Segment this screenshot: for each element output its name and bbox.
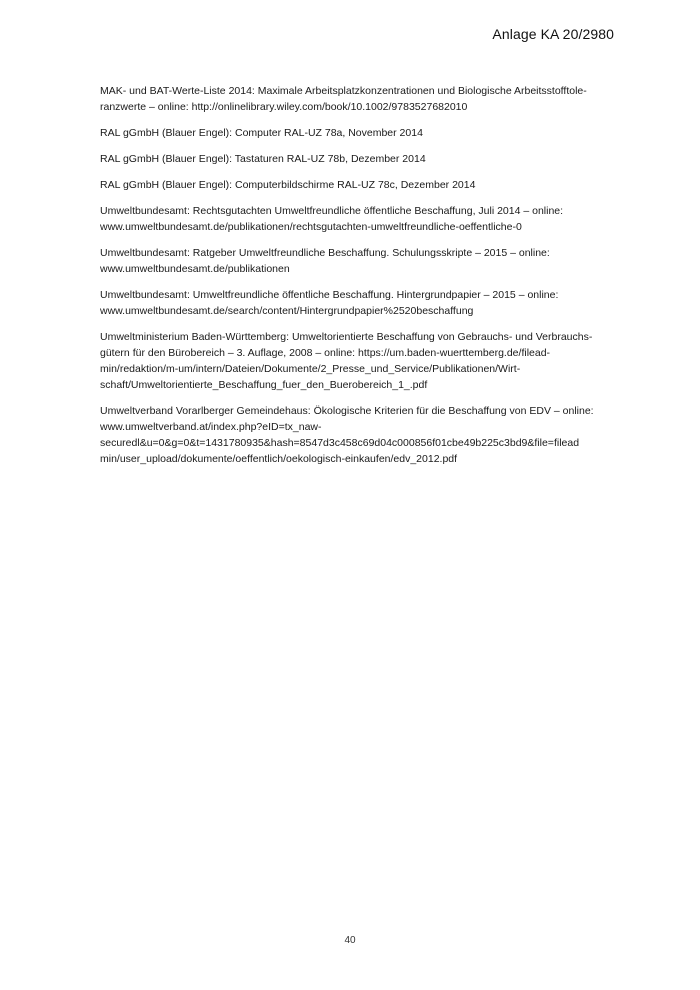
reference-line: Umweltministerium Baden-Württemberg: Umweltorientierte Beschaffung von Gebrauchs- und Verbrauchs- [100,331,593,343]
reference-line: schaft/Umweltorientierte_Beschaffung_fuer_den_Buerobereich_1_.pdf [100,379,428,391]
reference-line: MAK- und BAT-Werte-Liste 2014: Maximale Arbeitsplatzkonzentrationen und Biologische Arbeitsstofftole- [100,85,587,97]
reference-line: gütern für den Bürobereich – 3. Auflage, 2008 – online: https://um.baden-wuerttemberg.de/filead- [100,347,551,359]
reference-entry [100,245,620,277]
reference-line: Umweltverband Vorarlberger Gemeindehaus: Ökologische Kriterien für die Beschaffung von EDV – online: [100,405,594,417]
reference-line: min/user_upload/dokumente/oeffentlich/oekologisch-einkaufen/edv_2012.pdf [100,453,458,465]
reference-line: RAL gGmbH (Blauer Engel): Tastaturen RAL-UZ 78b, Dezember 2014 [100,153,426,165]
reference-entry [100,151,620,167]
reference-entry [100,177,620,193]
reference-line: www.umweltbundesamt.de/publikationen [100,263,290,275]
reference-entry [100,125,620,141]
reference-line: ranzwerte – online: http://onlinelibrary.wiley.com/book/10.1002/9783527682010 [100,101,468,113]
reference-line: www.umweltbundesamt.de/publikationen/rechtsgutachten-umweltfreundliche-oeffentliche-0 [100,221,522,233]
reference-line: Umweltbundesamt: Umweltfreundliche öffentliche Beschaffung. Hintergrundpapier – 2015 – online: [100,289,559,301]
reference-line: www.umweltverband.at/index.php?eID=tx_naw- [100,421,322,433]
reference-entry [100,403,620,467]
reference-entry [100,83,620,115]
reference-entry [100,329,620,393]
document-reference-header: Anlage KA 20/2980 [492,26,614,42]
reference-entry [100,203,620,235]
reference-line: www.umweltbundesamt.de/search/content/Hintergrundpapier%2520beschaffung [100,305,474,317]
reference-line: securedl&u=0&g=0&t=1431780935&hash=8547d3c458c69d04c000856f01cbe49b225c3bd9&file=filead [100,437,580,449]
reference-line: min/redaktion/m-um/intern/Dateien/Dokumente/2_Presse_und_Service/Publikationen/Wirt- [100,363,521,375]
reference-line: RAL gGmbH (Blauer Engel): Computer RAL-UZ 78a, November 2014 [100,127,423,139]
reference-list [100,83,620,477]
reference-line: Umweltbundesamt: Rechtsgutachten Umweltfreundliche öffentliche Beschaffung, Juli 2014 – online: [100,205,564,217]
reference-line: RAL gGmbH (Blauer Engel): Computerbildschirme RAL-UZ 78c, Dezember 2014 [100,179,476,191]
page-number: 40 [344,935,356,946]
reference-line: Umweltbundesamt: Ratgeber Umweltfreundliche Beschaffung. Schulungsskripte – 2015 – online: [100,247,550,259]
reference-entry [100,287,620,319]
